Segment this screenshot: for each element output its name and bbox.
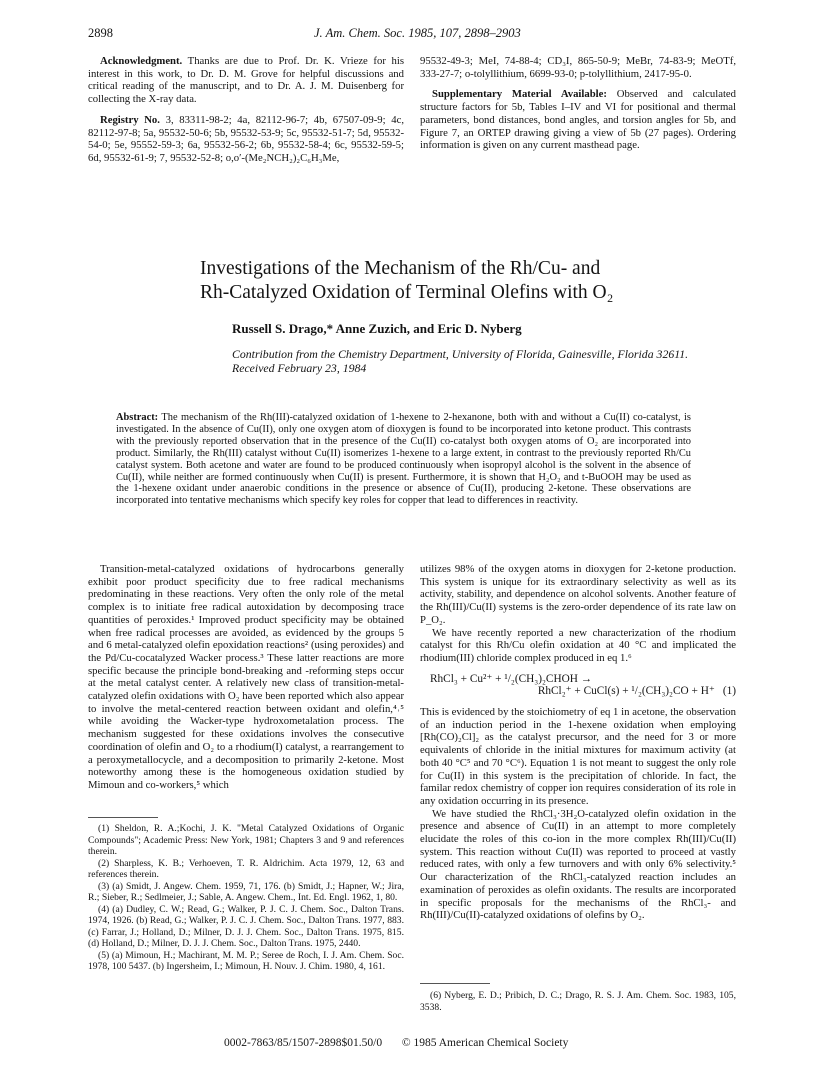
- abstract-label: Abstract:: [116, 412, 159, 423]
- abstract: [116, 412, 691, 507]
- right-paragraph-4: We have studied the RhCl₃·3H₂O-catalyzed olefin oxidation in the presence and absence of Cu(II) in an attempt to more completely elucidate the roles of this co-ion in the more complex Rh(III)/Cu(II) system. This reaction without Cu(II) was reported to proceed at vastly reduced rates, with only a few turnovers and with only 6% selectivity.⁵ Our characterization of the RhCl₃-catalyzed reaction includes an examination of peroxides as olefin oxidants. The results are incorporated in specific proposals for the mechanisms of the RhCl₃- and Rh(III)/Cu(II)-catalyzed oxidations of olefins by O₂.: [420, 807, 736, 922]
- equation-line-2-row: [420, 685, 736, 698]
- authors: Russell S. Drago,* Anne Zuzich, and Eric D. Nyberg: [232, 321, 522, 336]
- equation-line-2: RhCl₂⁺ + CuCl(s) + ¹/₂(CH₃)₂CO + H⁺: [537, 685, 715, 698]
- equation-number: (1): [722, 685, 736, 698]
- registry-label: Registry No.: [100, 113, 160, 126]
- footnote-2: (2) Sharpless, K. B.; Verhoeven, T. R. Aldrichim. Acta 1979, 12, 63 and references therein.: [88, 857, 404, 880]
- registry-paragraph: [88, 114, 404, 165]
- acknowledgment-label: Acknowledgment.: [100, 55, 183, 67]
- footnote-rule-left: [88, 817, 158, 818]
- acknowledgment-text: Thanks are due to Prof. Dr. K. Vrieze for his interest in this work, to Dr. D. M. Grove for helpful discussions and critical reading of the manuscript, and to Dr. A. J. M. Duisenberg for collecting the X-ray data.: [88, 55, 404, 106]
- registry-continuation: 95532-49-3; MeI, 74-88-4; CD₃I, 865-50-9; MeBr, 74-83-9; MeOTf, 333-27-7; o-tolyllithium, 6699-93-0; p-tolyllithium, 2417-95-0.: [420, 55, 736, 80]
- footnote-5: (5) (a) Mimoun, H.; Machirant, M. M. P.; Seree de Roch, I. J. Am. Chem. Soc. 1978, 100 5437. (b) Ingersheim, I.; Mimoun, H. Nouv. J. Chim. 1980, 4, 161.: [88, 949, 404, 972]
- journal-reference: J. Am. Chem. Soc. 1985, 107, 2898–2903: [314, 26, 521, 40]
- right-paragraph-1: utilizes 98% of the oxygen atoms in dioxygen for 2-ketone production. This system is unique for its extraordinary selectivity as well as its activity, stability, and dependence on alcohol solvents. Another feature of the Rh(III)/Cu(II) systems is the zero-order dependence of its rate law on P_O₂.: [420, 563, 736, 626]
- affiliation: Contribution from the Chemistry Department, University of Florida, Gainesville, Florida 32611.: [232, 347, 689, 361]
- prev-article-right-column: [420, 55, 736, 152]
- body-right-column: [420, 563, 736, 922]
- body-left-column: [88, 563, 404, 792]
- footer-code: 0002-7863/85/1507-2898$01.50/0: [224, 1037, 383, 1049]
- title-line-1: Investigations of the Mechanism of the Rh/Cu- and: [200, 258, 601, 279]
- prev-article-left-column: [88, 55, 404, 165]
- footnote-3: (3) (a) Smidt, J. Angew. Chem. 1959, 71, 176. (b) Smidt, J.; Hapner, W.; Jira, R.; Sieber, R.; Sedlmeier, J.; Sable, A. Angew. Chem., Int. Ed. Engl. 1962, 1, 80.: [88, 880, 404, 903]
- footnotes-right: [420, 990, 736, 1013]
- affiliation-block: [232, 347, 702, 375]
- supplementary-paragraph: [420, 88, 736, 152]
- right-paragraph-2: We have recently reported a new characterization of the rhodium catalyst for this Rh/Cu olefin oxidation at 40 °C and implicated the rhodium(III) chloride complex produced in eq 1.⁶: [420, 626, 736, 664]
- article-title: [200, 257, 720, 305]
- footnotes-left: [88, 823, 404, 973]
- acknowledgment-paragraph: [88, 55, 404, 106]
- abstract-text: The mechanism of the Rh(III)-catalyzed oxidation of 1-hexene to 2-hexanone, both with and without a Cu(II) co-catalyst, is investigated. In the absence of Cu(II), only one oxygen atom of dioxygen is found to be incorporated into ketone product. This contrasts with the previously reported observation that in the presence of the Cu(II) co-catalyst both oxygen atoms of O₂ are incorporated into product. Similarly, the Rh(III) catalyst without Cu(II) isomerizes 1-hexene to a large extent, in contrast to the previously reported Rh/Cu catalyst system. Both acetone and water are found to be produced continuously when isopropyl alcohol is the solvent in the absence of Cu(II), while neither are formed continuously when Cu(II) is present. Furthermore, it is shown that H₂O₂ and t-BuOOH may be used as the 1-hexene oxidant under anaerobic conditions in the presence or absence of Cu(II), producing 2-ketone. These observations are incorporated into tentative mechanisms which specify key roles for copper that lead to differences in reactivity.: [116, 412, 691, 507]
- footnote-4: (4) (a) Dudley, C. W.; Read, G.; Walker, P. J. C. J. Chem. Soc., Dalton Trans. 1974, 1926. (b) Read, G.; Walker, P. J. C. J. Chem. Soc., Dalton Trans. 1977, 883. (c) Farrar, J.; Holland, D.; Milner, D. J. J. Chem. Soc., Dalton Trans. 1975, 815. (d) Holland, D.; Milner, D. J. J. Chem. Soc., Dalton Trans. 1975, 2440.: [88, 903, 404, 949]
- received-date: Received February 23, 1984: [232, 361, 367, 375]
- footer-copyright: © 1985 American Chemical Society: [401, 1037, 569, 1049]
- equation-1: [420, 673, 736, 698]
- footnote-6: (6) Nyberg, E. D.; Pribich, D. C.; Drago, R. S. J. Am. Chem. Soc. 1983, 105, 3538.: [420, 990, 736, 1013]
- supplementary-text: Observed and calculated structure factors for 5b, Tables I–IV and VI for positional and thermal parameters, bond distances, bond angles, and torsion angles for 5b, and Figure 7, an ORTEP drawing giving a view of 5b (27 pages). Ordering information is given on any current masthead page.: [420, 88, 737, 152]
- footnote-1: (1) Sheldon, R. A.;Kochi, J. K. "Metal Catalyzed Oxidations of Organic Compounds"; Academic Press: New York, 1981; Chapters 3 and 9 and references therein.: [88, 823, 404, 857]
- equation-line-1: RhCl₃ + Cu²⁺ + ¹/₂(CH₃)₂CHOH →: [430, 672, 593, 685]
- footnote-rule-right: [420, 983, 490, 984]
- title-line-2: Rh-Catalyzed Oxidation of Terminal Olefins with O₂: [200, 282, 614, 303]
- page-number: 2898: [88, 26, 113, 40]
- right-paragraph-3: This is evidenced by the stoichiometry of eq 1 in acetone, the observation of an induction period in the 1-hexene oxidation when employing [Rh(CO)₂Cl]₂ as the catalyst precursor, and the need for 3 or more equivalents of chloride in the initial mixtures for maximum activity (at both 40 °C⁵ and 70 °C⁶). Equation 1 is not meant to suggest the only role for Cu(II) in this system is the precipitation of chloride. In fact, the familar redox chemistry of copper ion requires consideration of its role in any oxidation occurring in its presence.: [420, 706, 736, 807]
- page-footer: [224, 1037, 568, 1049]
- intro-paragraph: Transition-metal-catalyzed oxidations of hydrocarbons generally exhibit poor product specificity due to free radical mechanisms predominating in these reactions. Very often the only role of the metal complex is to initiate free radical autoxidation by decomposing trace quantities of peroxides.¹ Improved product specificity may be obtained when free radical processes are avoided, as evidenced by the groups 5 and 6 metal-catalyzed olefin epoxidation reactions² (using peroxides) and the Pd/Cu-cocatalyzed Wacker process.³ These latter reactions are more specific because the principle bond-breaking and -reforming steps occur at the metal catalyst center. A relatively new class of transition-metal-catalyzed olefin oxidations with O₂ have been reported which also appear to involve the metal-centered reaction between oxidant and olefin,⁴˒⁵ while avoiding the Wacker-type hydroxometalation process. The mechanism suggested for these oxidations involves the consecutive coordination of olefin and O₂ to a rhodium(I) catalyst, a rearrangement to a peroxymetallocycle, and a decomposition to primarily 2-ketone. Most noteworthy among these is the homogeneous oxidation studied by Mimoun and co-workers,⁵ which: [88, 563, 404, 791]
- supplementary-label: Supplementary Material Available:: [432, 88, 607, 101]
- registry-text: 3, 83311-98-2; 4a, 82112-96-7; 4b, 67507-09-9; 4c, 82112-97-8; 5a, 95532-50-6; 5b, 95532-53-9; 5c, 95532-51-7; 5d, 95532-54-0; 5e, 95552-59-3; 6a, 95532-56-2; 6b, 95532-58-4; 6c, 95532-59-5; 6d, 95532-61-9; 7, 95532-52-8; o,o′-(Me₂NCH₂)₂C₆H₃Me,: [88, 113, 404, 164]
